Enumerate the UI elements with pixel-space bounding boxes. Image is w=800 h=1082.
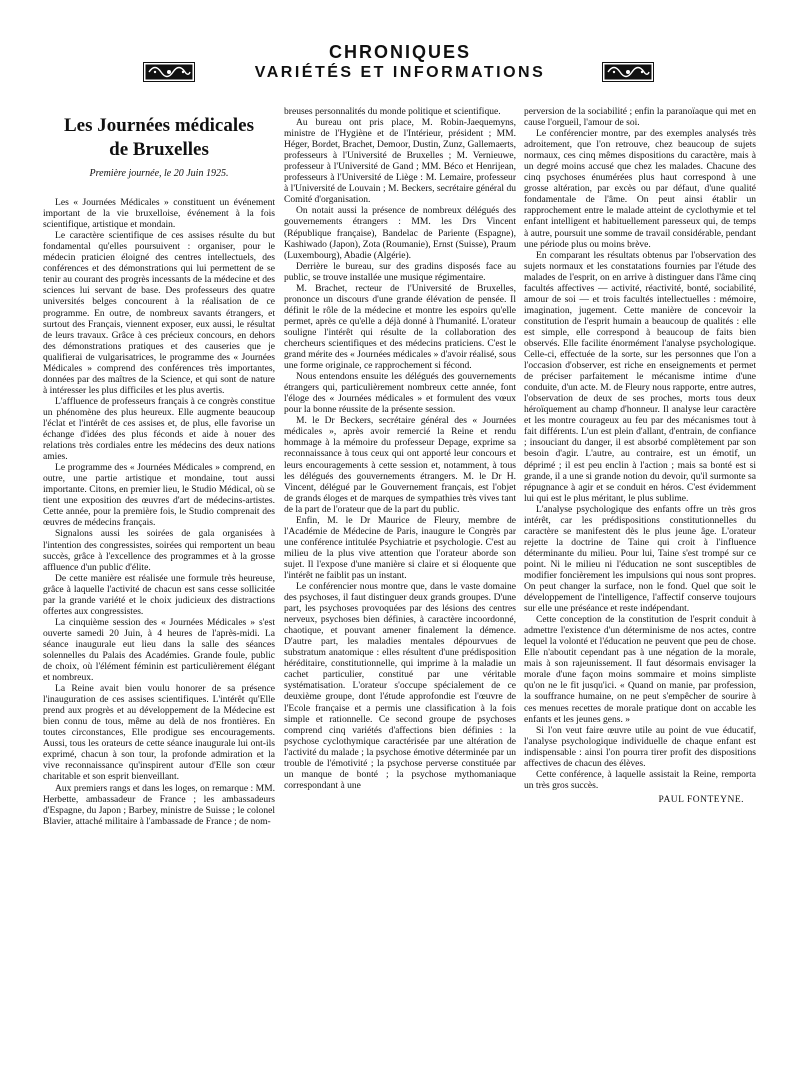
- paragraph: Nous entendons ensuite les délégués des gouvernements étrangers qui, particulièrement nombreux cette année, font l'éloge des « Journées médicales » et formulent des vœux pour la bonne réussite de la présente session.: [284, 371, 516, 416]
- paragraph: La Reine avait bien voulu honorer de sa présence l'inauguration de ces assises scientifiques. L'intérêt qu'Elle prend aux progrès et au développement de la Médecine est bien connu de tous, même au delà de nos frontières. En toutes circonstances, Elle prodigue ses encouragements. Aussi, tous les orateurs de cette séance inaugurale lui ont-ils exprimé, chacun à son tour, la profonde admiration et la vive reconnaissance qu'inspirent autour d'Elle son cœur charitable et son esprit bienveillant.: [43, 683, 275, 783]
- article-title: [43, 114, 275, 162]
- article-title-line-1: Les Journées médicales: [64, 115, 254, 136]
- paragraph: Aux premiers rangs et dans les loges, on remarque : MM. Herbette, ambassadeur de France ; les ambassadeurs d'Espagne, du Japon ; Barbey, ministre de Suisse ; le colonel Blavier, attaché militaire à l'ambassade de France ; de nom-: [43, 782, 275, 827]
- paragraph: On notait aussi la présence de nombreux délégués des gouvernements étrangers : MM. les Drs Vincent (République française), Bandelac de Pariente (Espagne), Kashiwado (Japon), Zota (Roumanie), Ernst (Suisse), Praum (Luxembourg), Abadie (Algérie).: [284, 205, 516, 261]
- column-2: [284, 106, 516, 791]
- paragraph: perversion de la sociabilité ; enfin la paranoïaque qui met en cause l'orgueil, l'amour de soi.: [524, 106, 756, 129]
- paragraph: M. le Dr Beckers, secrétaire général des « Journées médicales », après avoir remercié la Reine et rendu hommage à la mémoire du professeur Depage, exprime sa reconnaissance à tous ceux qui ont apporté leur concours et leurs encouragements à cette session et, notamment, à tous les délégués des gouvernements étrangers. M. le Dr H. Vincent, délégué par le Gouvernement français, est l'objet de grands éloges et de marques de sympathies très vives tant de la part de l'orateur que de la part du public.: [284, 415, 516, 515]
- section-title: CHRONIQUES: [328, 42, 471, 62]
- paragraph: L'affluence de professeurs français à ce congrès constitue un phénomène des plus heureux. Elle augmente beaucoup l'éclat et l'intérêt de ces assises et, de plus, elle favorise un échange d'idées des plus féconds et aide à nouer des relations très cordiales entre les médecins des deux nations amies.: [43, 395, 275, 463]
- paragraph: Au bureau ont pris place, M. Robin-Jaequemyns, ministre de l'Hygiène et de l'Intérieur, président ; MM. Héger, Bordet, Brachet, Demoor, Dustin, Zunz, Gallemaerts, professeurs à l'Université de Bruxelles ; M. Vernieuwe, professeur à l'Université de Gand ; MM. Béco et Henrijean, professeurs à l'Université de Liège : M. Lemaire, professeur à l'Université de Louvain ; M. Beckers, secrétaire général du Comité d'organisation.: [284, 117, 516, 206]
- paragraph: De cette manière est réalisée une formule très heureuse, grâce à laquelle l'activité de chacun est sans cesse sollicitée par la grande variété et le choix judicieux des distractions offertes aux congressistes.: [43, 572, 275, 617]
- paragraph: Derrière le bureau, sur des gradins disposés face au public, se trouve installée une musique régimentaire.: [284, 260, 516, 283]
- paragraph: Signalons aussi les soirées de gala organisées à l'intention des congressistes, soirées qui remportent un beau succès, grâce à l'excellence des programmes et à la grosse affluence d'un public d'élite.: [43, 528, 275, 573]
- paragraph: Les « Journées Médicales » constituent un événement important de la vie bruxelloise, événement à la fois scientifique, artistique et mondain.: [43, 197, 275, 231]
- ornament-icon: [602, 62, 654, 82]
- column-3: [524, 106, 756, 806]
- paragraph: Cette conférence, à laquelle assistait la Reine, remporta un très gros succès.: [524, 768, 756, 791]
- section-header: [0, 38, 800, 88]
- author-signature: PAUL FONTEYNE.: [658, 794, 744, 805]
- article-subtitle: Première journée, le 20 Juin 1925.: [89, 168, 229, 179]
- paragraph: Cette conception de la constitution de l'esprit conduit à admettre l'existence d'un déterminisme de nos actes, contre lequel la volonté et l'éducation ne peuvent que peu de chose. Elle n'aboutit cependant pas à une négation de la morale, mais à son rajeunissement. Il faut désormais envisager la morale d'une façon moins sommaire et moins simpliste qu'on ne le fit jusqu'ici. « Quand on manie, par profession, la souffrance humaine, on ne peut s'empêcher de sourire à ces menues recettes de morale pratique dont on accable les enfants et les jeunes gens. »: [524, 614, 756, 725]
- paragraph: Si l'on veut faire œuvre utile au point de vue éducatif, l'analyse psychologique individuelle de chaque enfant est indispensable : ainsi l'on pourra tirer profit des dispositions affectives de chacun des élèves.: [524, 724, 756, 769]
- article-title-line-2: de Bruxelles: [109, 139, 209, 160]
- paragraph: L'analyse psychologique des enfants offre un très gros intérêt, car les prédispositions constitutionnelles du caractère se manifestent dès le plus jeune âge. L'orateur rejette la doctrine de Taine qui croit à l'influence déterminante du milieu. Pour lui, Taine s'est trompé sur ce point. Ni le milieu ni l'éducation ne sont susceptibles de modifier foncièrement les impulsions qui nous sont propres. On peut changer la surface, non le fond. Quel que soit le développement de l'intelligence, l'affectif conserve toujours sur elle une préséance et reste indépendant.: [524, 503, 756, 615]
- column-1: [43, 106, 275, 827]
- paragraph: La cinquième session des « Journées Médicales » s'est ouverte samedi 20 Juin, à 4 heures de l'après-midi. La séance inaugurale eut lieu dans la salle des séances solennelles du Palais des Académies. Grande foule, public de choix, où l'élément féminin est particulièrement élégant et nombreux.: [43, 616, 275, 684]
- paragraph: En comparant les résultats obtenus par l'observation des sujets normaux et les constatations fournies par l'étude des malades de l'esprit, on en arrive à distinguer dans l'âme cinq facultés affectives — activité, réactivité, bonté, sociabilité, amour de soi — et trois facultés intellectuelles : mémoire, imagination, jugement. Cette manière de concevoir la constitution de l'esprit humain a beaucoup de qualités : elle est simple, elle correspond à beaucoup de faits bien observés. Elle facilite énormément l'analyse psychologique. Celle-ci, effectuée de la sorte, sur les personnes que l'on a l'occasion d'observer, est riche en enseignements et permet de préciser parfaitement le mécanisme intime d'une conduite, d'un acte. M. de Fleury nous rapporte, entre autres, l'observation de deux de ses proches, morts tous deux héroïquement au champ d'honneur. Il analyse leur caractère et les montre courageux au feu par des mécanismes tout à fait différents. L'un est plein d'allant, d'entrain, de confiance ; insouciant du danger, il est absorbé complètement par son besoin d'agir. L'autre, au contraire, est un émotif, un déprimé ; il est peu enclin à l'action ; mais sa bonté est si grande, il a une si grande notion du devoir, qu'il surmonte sa répugnance à agir et se conduit en héros. C'est évidemment lui qui est le plus méritant, le plus sublime.: [524, 249, 756, 504]
- paragraph: Enfin, M. le Dr Maurice de Fleury, membre de l'Académie de Médecine de Paris, inaugure le Congrès par une conférence intitulée Psychiatrie et psychologie. C'est au milieu de la plus vive attention que l'orateur aborde son sujet. Il l'expose d'une manière si claire et si éloquente que l'intérêt ne faiblit pas un instant.: [284, 514, 516, 581]
- paragraph: Le conférencier montre, par des exemples analysés très adroitement, que l'on retrouve, chez beaucoup de sujets normaux, ces cinq mêmes dispositions du caractère, mais à un degré moins accusé que chez les malades. Chacune des cinq psychoses énumérées plus haut correspond à une grosse altération, par excès ou par défaut, d'une qualité fondamentale de l'âme. On peut ainsi établir un rapprochement entre le malade atteint de cyclothymie et tel enfant intelligent et habituellement paresseux qui, de temps à autre, poursuit une somme de travail considérable, pendant une période plus ou moins brève.: [524, 128, 756, 250]
- section-subtitle: VARIÉTÉS ET INFORMATIONS: [254, 64, 546, 81]
- paragraph: breuses personnalités du monde politique et scientifique.: [284, 106, 501, 117]
- paragraph: Le caractère scientifique de ces assises résulte du but fondamental qu'elles poursuivent : organiser, pour le médecin praticien éloigné des centres intellectuels, des conférences et des démonstrations qui lui permettent de se tenir au courant des progrès incessants de la médecine et des sciences lui servant de base. Des professeurs des quatre universités belges concourent à la réalisation de ce programme. En outre, de nombreux savants étrangers, et surtout des Français, viennent exposer, eux aussi, le résultat de leurs travaux. Grâce à ces précieux concours, en dehors des démonstrations pratiques et des causeries que je qualifierai de vulgarisatrices, le programme des « Journées Médicales » comprend des conférences très importantes, données par des maîtres de la Science, et qui sont de nature à intéresser les plus difficiles et les plus avertis.: [43, 230, 275, 396]
- paragraph: M. Brachet, recteur de l'Université de Bruxelles, prononce un discours d'une grande élévation de pensée. Il définit le rôle de la médecine et montre les espoirs qu'elle permet, après ce qu'elle a déjà donné à l'humanité. L'orateur souligne l'intérêt qui résulte de la collaboration des chercheurs scientifiques et des médecins praticiens. C'est le grand mérite des « Journées médicales » d'avoir réalisé, sous une forme originale, ce rapprochement si fécond.: [284, 282, 516, 372]
- paragraph: Le programme des « Journées Médicales » comprend, en outre, une partie artistique et mondaine, tout aussi importante. Citons, en premier lieu, le Studio Médical, où se tient une exposition des œuvres d'art de médecins-artistes. Cette année, pour la première fois, le Studio comprenait des œuvres de médecins français.: [43, 462, 275, 529]
- paragraph: Le conférencier nous montre que, dans le vaste domaine des psychoses, il faut distinguer deux grands groupes. D'une part, les psychoses provoquées par des lésions des centres nerveux, psychoses bien définies, à caractère incoordonné, chaotique, et pouvant amener finalement la démence. D'autre part, les maladies mentales dépourvues de substratum anatomique : elles résultent d'une prédisposition héréditaire, constitutionnelle, qui imprime à la maladie un cachet particulier, constitué par une véritable systématisation. L'orateur s'occupe spécialement de ce deuxième groupe, dont l'étude approfondie est l'œuvre de l'Ecole française et a permis une classification à la fois simple et rationnelle. Ce second groupe de psychoses comprend cinq variétés d'affections bien définies : la psychose cyclothymique caractérisée par une altération de l'activité du malade ; la psychose émotive déterminée par un trouble de l'émotivité ; la psychose perverse constituée par un manque de bonté ; la psychose mythomaniaque correspondant à une: [284, 581, 516, 791]
